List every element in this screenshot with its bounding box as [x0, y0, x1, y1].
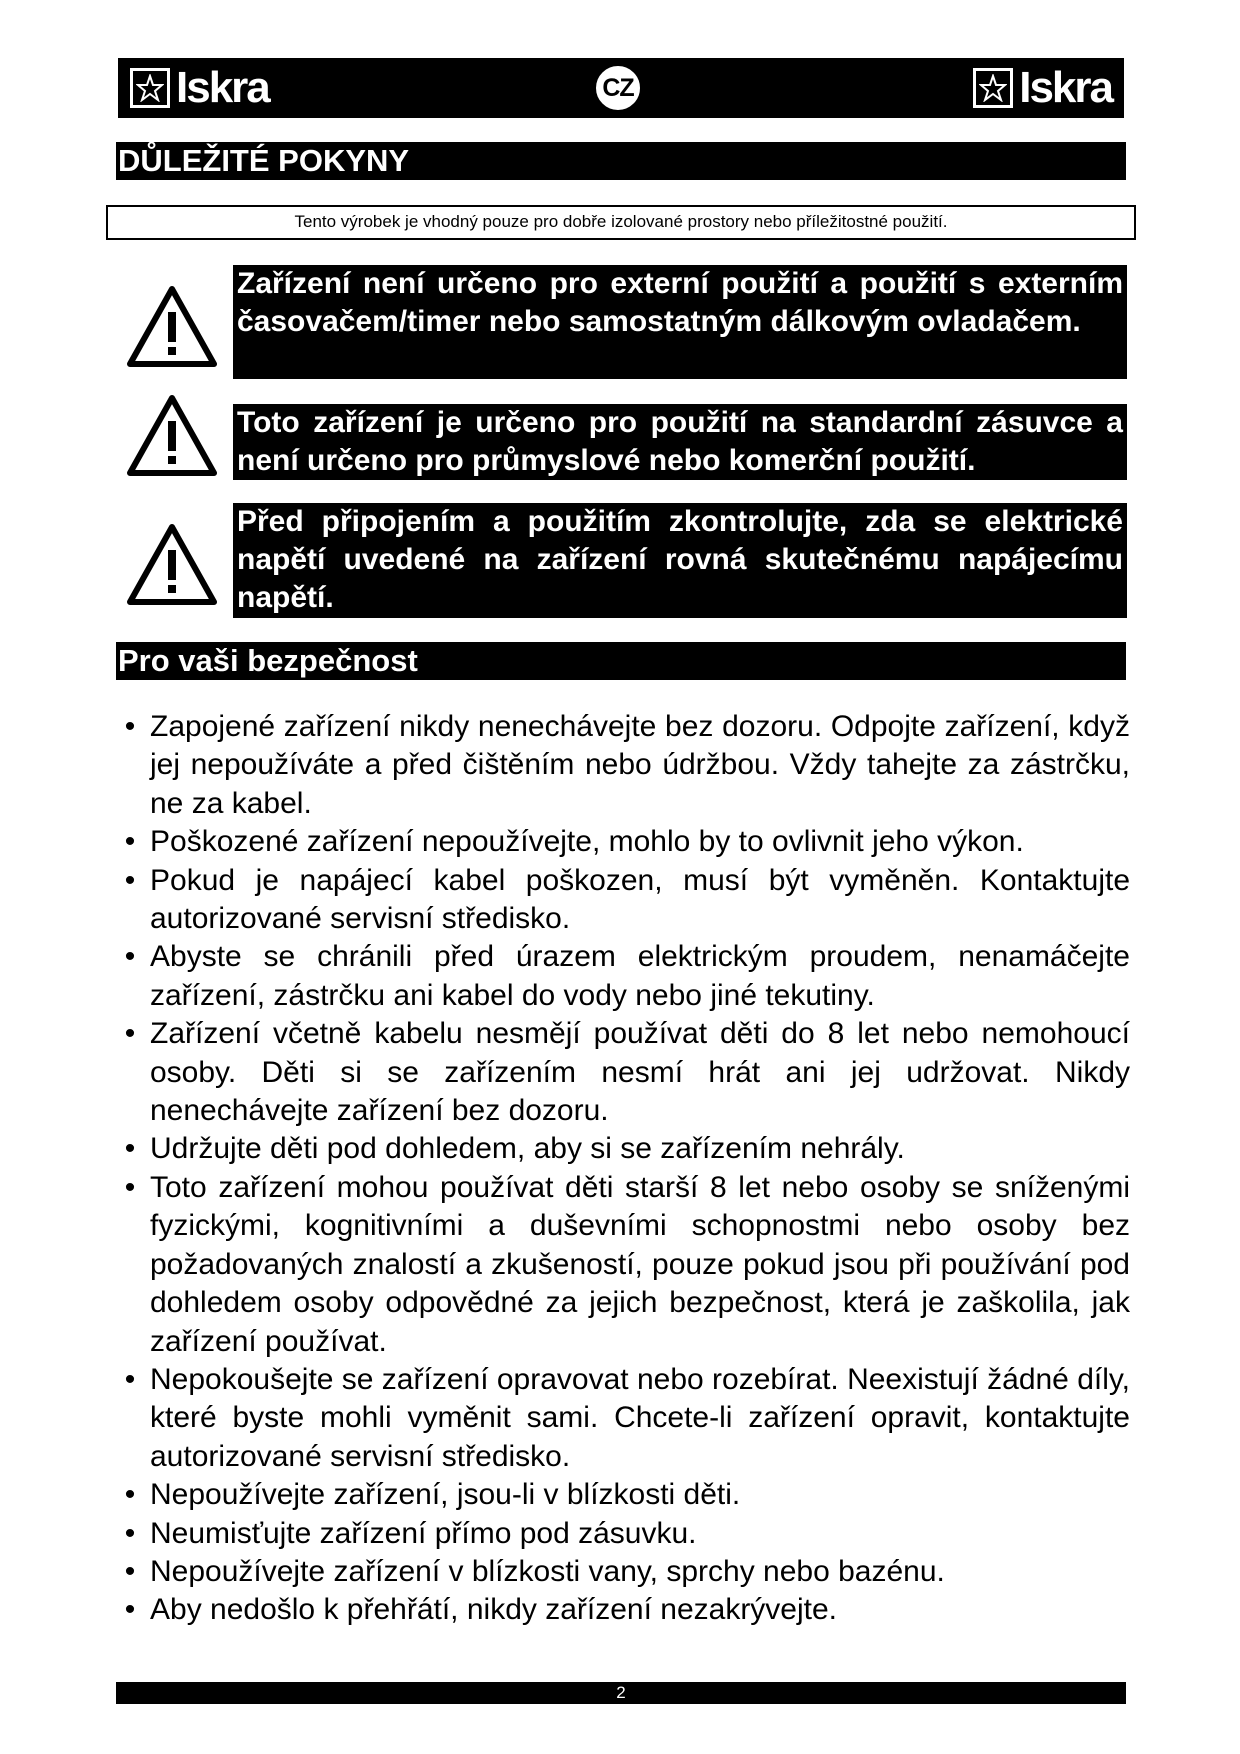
language-badge: CZ [593, 63, 643, 113]
brand-name: Iskra [1019, 63, 1112, 112]
list-item [120, 708, 1130, 823]
list-item [120, 823, 1130, 861]
bullet-icon: • [124, 1170, 136, 1204]
list-item-text: Abyste se chránili před úrazem elektrickým proudem, nenamáčejte zařízení, zástrčku ani kabel do vody nebo jiné tekutiny. [150, 940, 1130, 1012]
brand-logo-left [130, 63, 269, 112]
bullet-icon: • [124, 1593, 136, 1627]
list-item [120, 862, 1130, 939]
bullet-icon: • [124, 863, 136, 897]
list-item [120, 1361, 1130, 1476]
section-heading-important: DŮLEŽITÉ POKYNY [116, 142, 1126, 180]
warning-2: Toto zařízení je určeno pro použití na standardní zásuvce a není určeno pro průmyslové nebo komerční použití. [233, 404, 1127, 480]
brand-name: Iskra [176, 63, 269, 112]
list-item-text: Zařízení včetně kabelu nesmějí používat děti do 8 let nebo nemohoucí osoby. Děti si se zařízením nesmí hrát ani jej udržovat. Nikdy nenechávejte zařízení bez dozoru. [150, 1017, 1130, 1128]
page-header [118, 58, 1124, 118]
list-item-text: Neumisťujte zařízení přímo pod zásuvku. [150, 1516, 697, 1550]
brand-emblem-icon [130, 68, 170, 108]
notice-box: Tento výrobek je vhodný pouze pro dobře izolované prostory nebo příležitostné použití. [106, 205, 1136, 240]
list-item-text: Udržujte děti pod dohledem, aby si se zařízením nehrály. [150, 1132, 905, 1166]
list-item [120, 1476, 1130, 1514]
brand-logo-right [973, 63, 1112, 112]
brand-emblem-icon [973, 68, 1013, 108]
warning-triangle-icon [126, 522, 218, 606]
list-item [120, 1591, 1130, 1629]
list-item [120, 1553, 1130, 1591]
bullet-icon: • [124, 1554, 136, 1588]
warning-triangle-icon [126, 393, 218, 477]
bullet-icon: • [124, 710, 136, 743]
list-item-text: Zapojené zařízení nikdy nenechávejte bez dozoru. Odpojte zařízení, když jej nepoužíváte a před čištěním nebo údržbou. Vždy tahejte za zástrčku, ne za kabel. [150, 710, 1130, 820]
list-item-text: Aby nedošlo k přehřátí, nikdy zařízení nezakrývejte. [150, 1593, 838, 1627]
bullet-icon: • [124, 1362, 136, 1396]
bullet-icon: • [124, 940, 136, 974]
bullet-icon: • [124, 1516, 136, 1550]
list-item [120, 1015, 1130, 1130]
list-item [120, 1169, 1130, 1361]
section-heading-safety: Pro vaši bezpečnost [116, 642, 1126, 680]
list-item-text: Nepoužívejte zařízení v blízkosti vany, sprchy nebo bazénu. [150, 1554, 945, 1588]
warning-3: Před připojením a použitím zkontrolujte, zda se elektrické napětí uvedené na zařízení rovná skutečnému napájecímu napětí. [233, 503, 1127, 618]
bullet-icon: • [124, 1132, 136, 1166]
safety-list [120, 708, 1130, 1630]
list-item [120, 938, 1130, 1015]
list-item-text: Toto zařízení mohou používat děti starší 8 let nebo osoby se sníženými fyzickými, kognitivními a duševními schopnostmi nebo osoby bez požadovaných znalostí a zkušeností, pouze pokud jsou při používání pod dohledem osoby odpovědné za jejich bezpečnost, která je zaškolila, jak zařízení používat. [150, 1170, 1130, 1358]
bullet-icon: • [124, 1478, 136, 1512]
bullet-icon: • [124, 825, 136, 859]
list-item [120, 1130, 1130, 1168]
warning-1: Zařízení není určeno pro externí použití a použití s externím časovačem/timer nebo samostatným dálkovým ovladačem. [233, 265, 1127, 379]
warning-triangle-icon [126, 284, 218, 368]
list-item-text: Pokud je napájecí kabel poškozen, musí být vyměněn. Kontaktujte autorizované servisní středisko. [150, 863, 1130, 936]
list-item-text: Poškozené zařízení nepoužívejte, mohlo by to ovlivnit jeho výkon. [150, 825, 1024, 859]
list-item-text: Nepokoušejte se zařízení opravovat nebo rozebírat. Neexistují žádné díly, které byste mohli vyměnit sami. Chcete-li zařízení opravit, kontaktujte autorizované servisní středisko. [150, 1362, 1130, 1473]
list-item-text: Nepoužívejte zařízení, jsou-li v blízkosti děti. [150, 1478, 741, 1512]
bullet-icon: • [124, 1017, 136, 1051]
list-item [120, 1515, 1130, 1553]
page-number: 2 [116, 1682, 1126, 1704]
